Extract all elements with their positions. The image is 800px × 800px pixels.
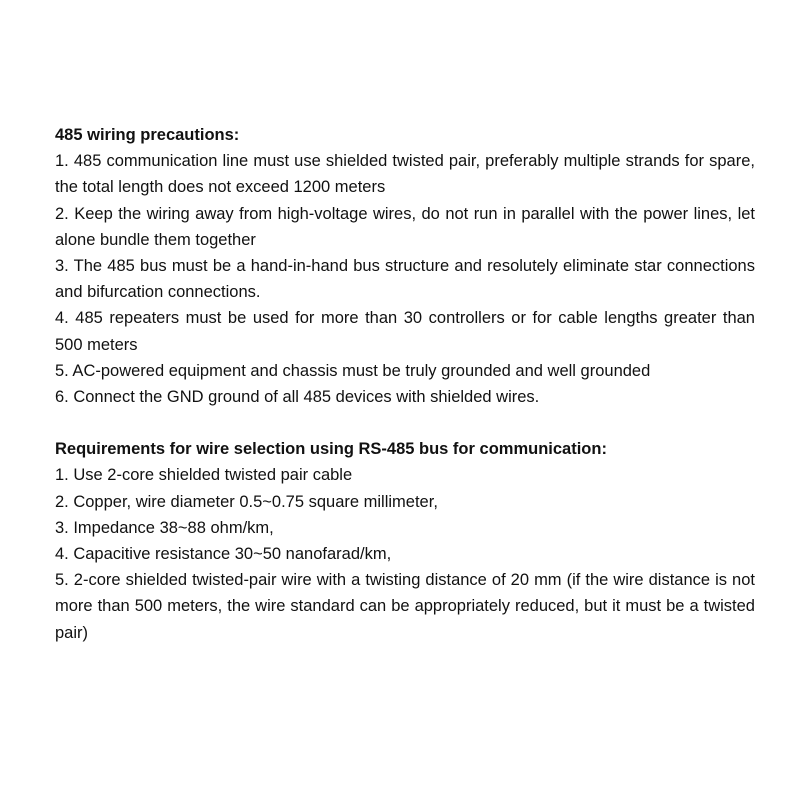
list-item: 3. Impedance 38~88 ohm/km, — [55, 518, 274, 537]
list-item: 5. AC-powered equipment and chassis must be truly grounded and well grounded — [55, 361, 651, 380]
list-item: 4. 485 repeaters must be used for more than 30 controllers or for cable lengths greater than 500 meters — [55, 309, 755, 354]
list-item: 3. The 485 bus must be a hand-in-hand bus structure and resolutely eliminate star connections and bifurcation connections. — [55, 257, 755, 302]
list-item: 5. 2-core shielded twisted-pair wire with a twisting distance of 20 mm (if the wire distance is not more than 500 meters, the wire standard can be appropriately reduced, but it must be a twisted pair) — [55, 571, 755, 642]
list-item: 1. Use 2-core shielded twisted pair cable — [55, 466, 353, 485]
list-item: 1. 485 communication line must use shielded twisted pair, preferably multiple strands for spare, the total length does not exceed 1200 meters — [55, 152, 755, 197]
section-heading: Requirements for wire selection using RS-485 bus for communication: — [55, 440, 607, 459]
list-item: 2. Copper, wire diameter 0.5~0.75 square millimeter, — [55, 492, 438, 511]
list-item: 4. Capacitive resistance 30~50 nanofarad/km, — [55, 545, 392, 564]
list-item: 6. Connect the GND ground of all 485 devices with shielded wires. — [55, 388, 540, 407]
wire-selection-section — [55, 436, 755, 646]
section-heading: 485 wiring precautions: — [55, 126, 240, 144]
document-body — [55, 122, 755, 646]
wiring-precautions-section — [55, 122, 755, 410]
list-item: 2. Keep the wiring away from high-voltage wires, do not run in parallel with the power lines, let alone bundle them together — [55, 204, 755, 249]
